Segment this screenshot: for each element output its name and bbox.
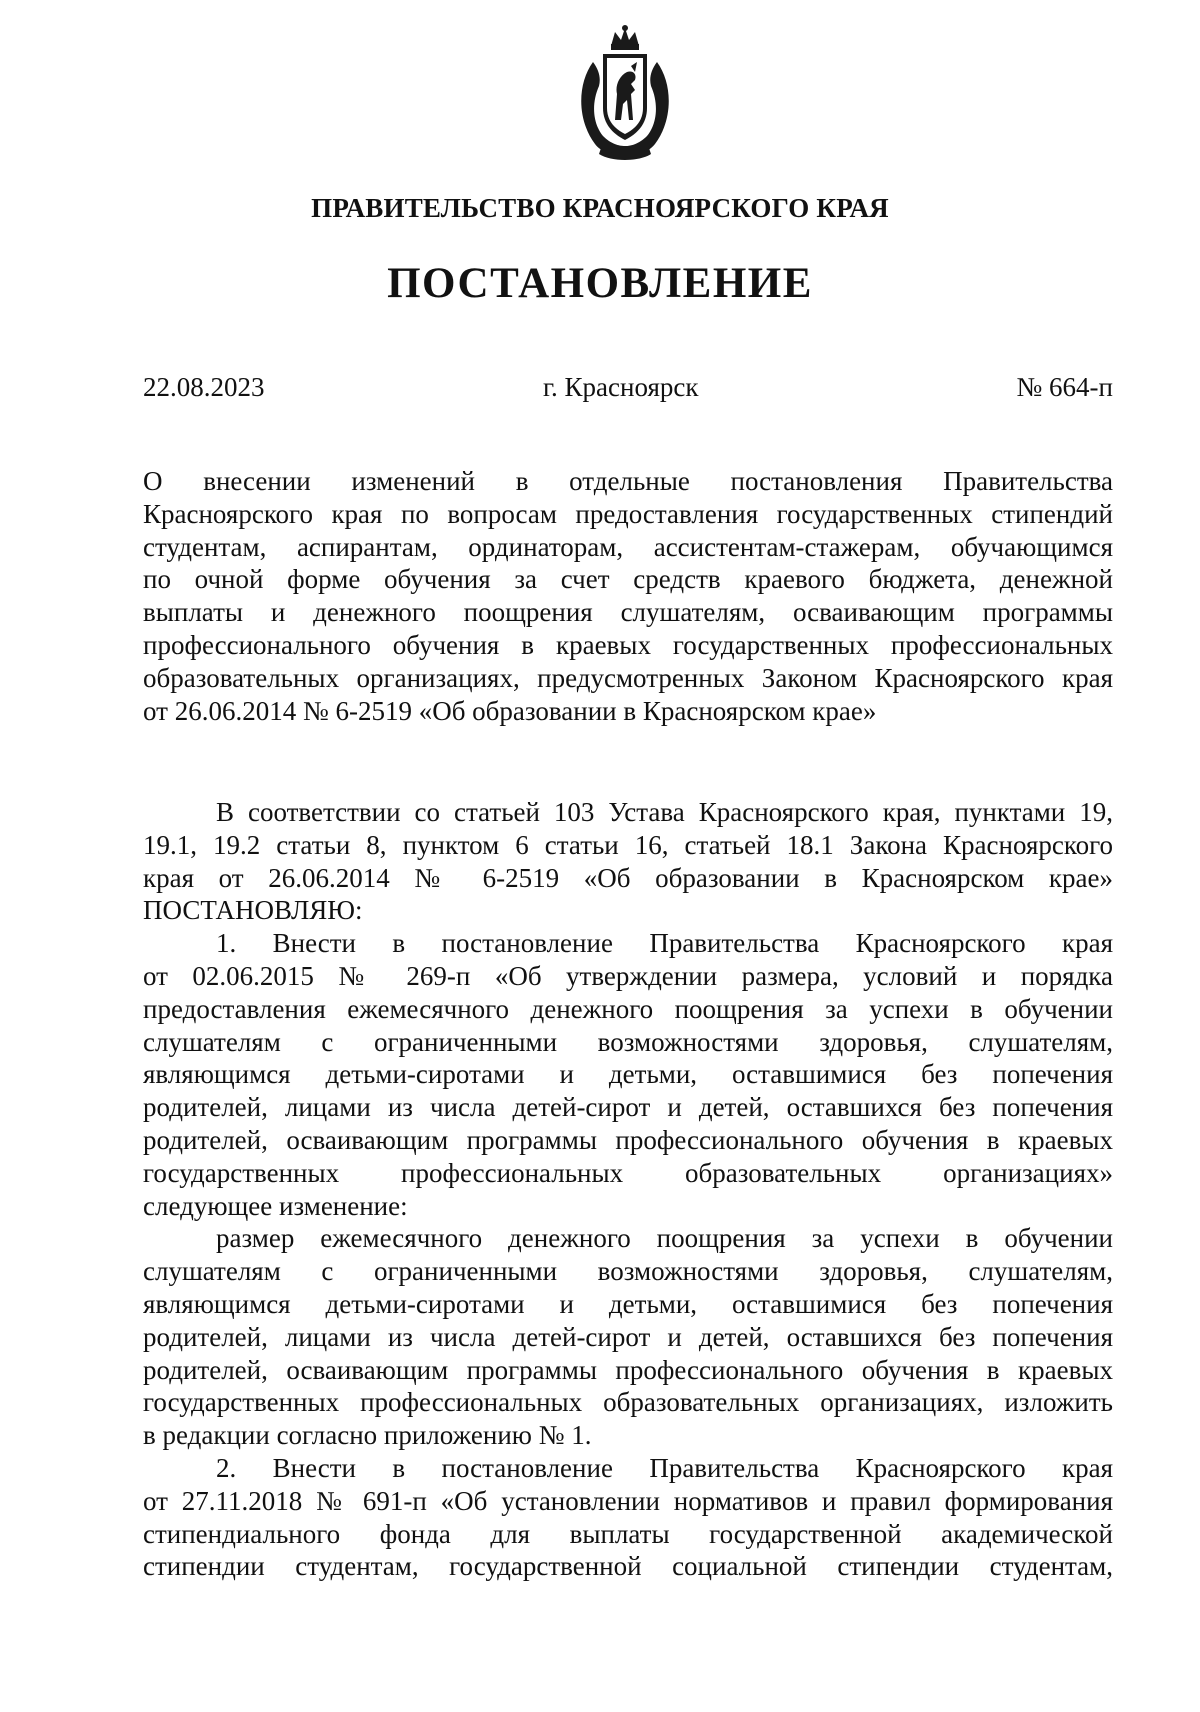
body-line: являющимся детьми-сиротами и детьми, оставшимися без попечения [143, 1288, 1113, 1319]
body-line: являющимся детьми-сиротами и детьми, оставшимися без попечения [143, 1059, 1113, 1090]
body-line: родителей, осваивающим программы профессионального обучения в краевых [143, 1124, 1113, 1155]
body-line: 2. Внести в постановление Правительства Красноярского края [216, 1452, 1113, 1483]
body-line: В соответствии со статьей 103 Устава Красноярского края, пунктами 19, [216, 797, 1113, 827]
document-meta-row [143, 372, 1113, 406]
title-line: профессионального обучения в краевых государственных профессиональных [143, 629, 1113, 660]
title-line: Красноярского края по вопросам предоставления государственных стипендий [143, 498, 1113, 529]
coat-of-arms-icon [571, 24, 679, 162]
body-line: предоставления ежемесячного денежного поощрения за успехи в обучении [143, 993, 1113, 1024]
body-line: 1. Внести в постановление Правительства Красноярского края [216, 928, 1113, 959]
body-line: в редакции согласно приложению № 1. [143, 1420, 592, 1451]
title-line: О внесении изменений в отдельные постановления Правительства [143, 466, 1113, 496]
body-line: родителей, осваивающим программы профессионального обучения в краевых [143, 1354, 1113, 1385]
body-line: родителей, лицами из числа детей-сирот и детей, оставшихся без попечения [143, 1321, 1113, 1352]
body-line: государственных профессиональных образовательных организациях» [143, 1157, 1113, 1188]
body-line: размер ежемесячного денежного поощрения за успехи в обучении [216, 1223, 1113, 1254]
body-line: от 27.11.2018 № 691-п «Об установлении нормативов и правил формирования [143, 1485, 1113, 1516]
document-body [143, 796, 1113, 1583]
body-line: следующее изменение: [143, 1190, 408, 1221]
organization-heading: ПРАВИТЕЛЬСТВО КРАСНОЯРСКОГО КРАЯ [311, 193, 889, 223]
body-line: слушателям с ограниченными возможностями здоровья, слушателям, [143, 1256, 1113, 1287]
body-line: слушателям с ограниченными возможностями здоровья, слушателям, [143, 1026, 1113, 1057]
body-line: государственных профессиональных образовательных организациях, изложить [143, 1387, 1113, 1418]
document-title [143, 465, 1113, 727]
title-line: студентам, аспирантам, ординаторам, ассистентам-стажерам, обучающимся [143, 531, 1113, 562]
document-number: № 664-п [1016, 372, 1113, 402]
document-date: 22.08.2023 [143, 372, 265, 402]
body-line: родителей, лицами из числа детей-сирот и детей, оставшихся без попечения [143, 1092, 1113, 1123]
body-line: 19.1, 19.2 статьи 8, пунктом 6 статьи 16, статьей 18.1 Закона Красноярского [143, 829, 1113, 860]
document-type-heading: ПОСТАНОВЛЕНИЕ [387, 260, 813, 307]
body-line: стипендиального фонда для выплаты государственной академической [143, 1518, 1113, 1549]
body-line: от 02.06.2015 № 269-п «Об утверждении размера, условий и порядка [143, 960, 1113, 991]
body-line: ПОСТАНОВЛЯЮ: [143, 895, 363, 926]
title-line: от 26.06.2014 № 6-2519 «Об образовании в Красноярском крае» [143, 695, 877, 726]
title-line: выплаты и денежного поощрения слушателям, осваивающим программы [143, 597, 1113, 628]
document-city: г. Красноярск [543, 372, 699, 402]
body-line: стипендии студентам, государственной социальной стипендии студентам, [143, 1551, 1113, 1582]
title-line: по очной форме обучения за счет средств краевого бюджета, денежной [143, 564, 1113, 595]
title-line: образовательных организациях, предусмотренных Законом Красноярского края [143, 662, 1113, 693]
body-line: края от 26.06.2014 № 6-2519 «Об образовании в Красноярском крае» [143, 862, 1113, 893]
